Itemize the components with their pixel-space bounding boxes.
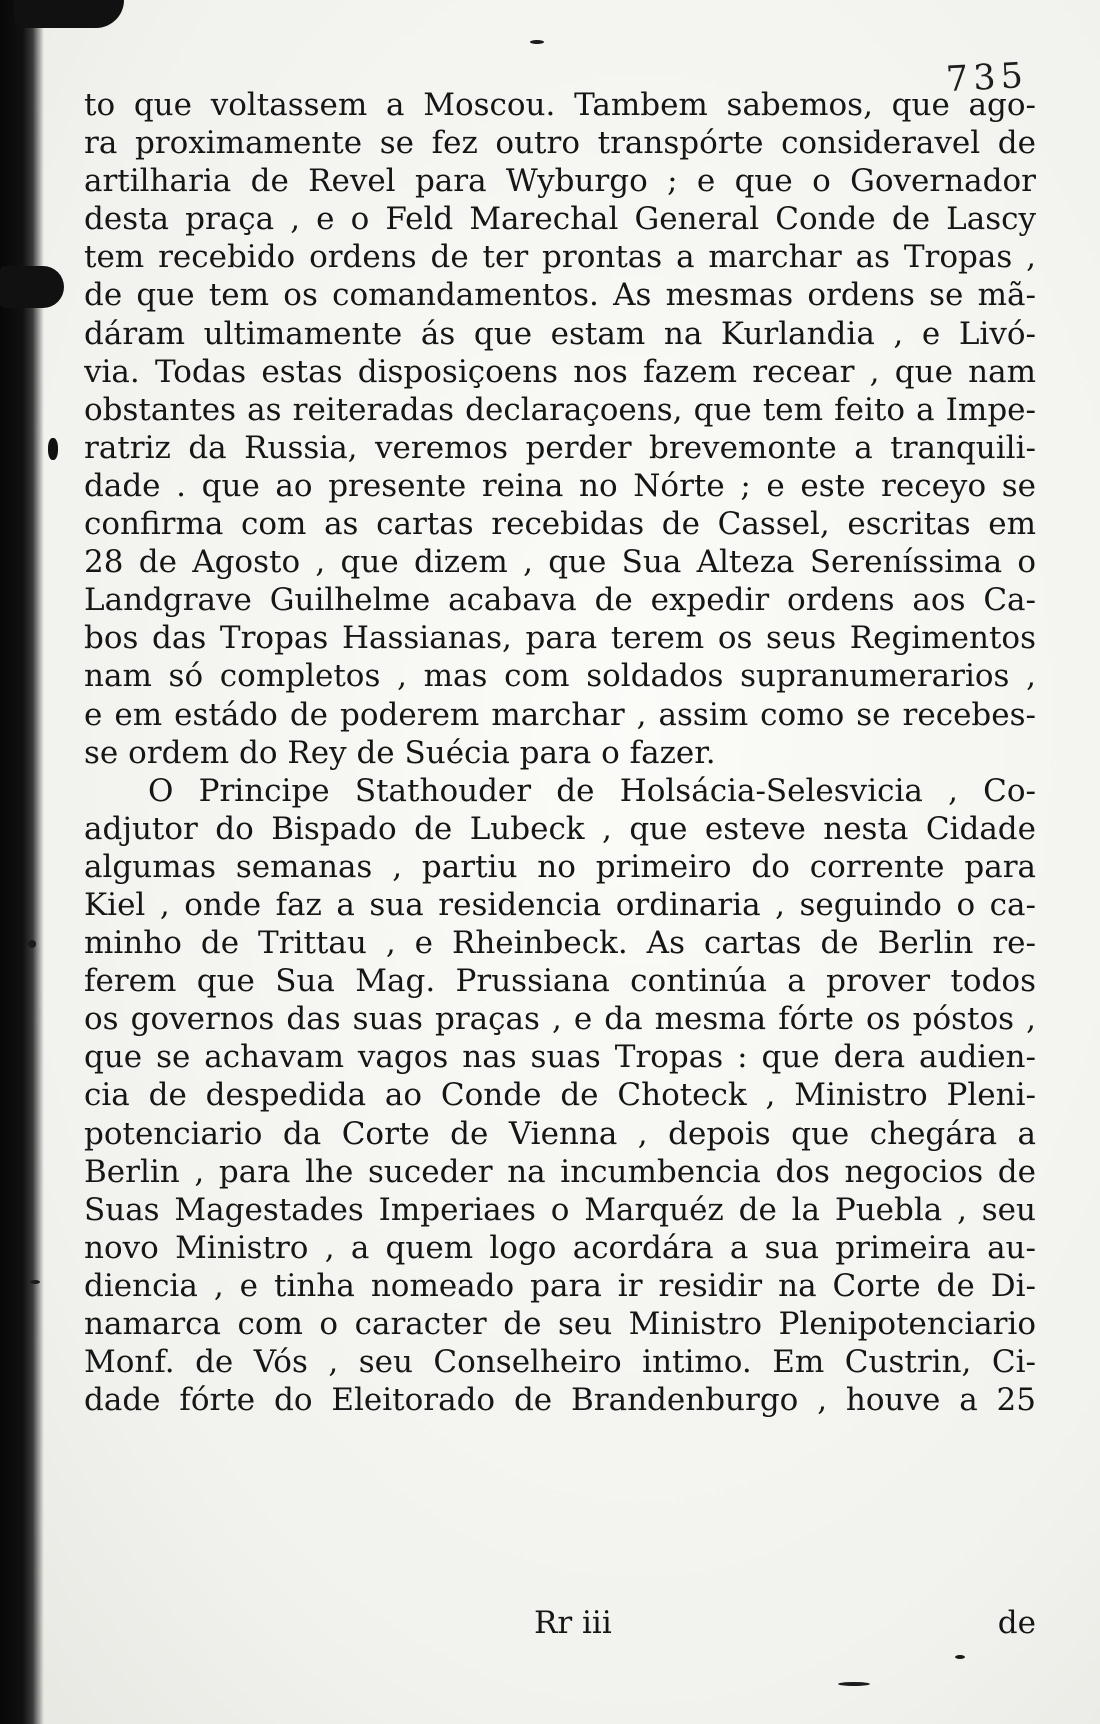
ink-speck bbox=[28, 940, 36, 948]
text-line: bos das Tropas Hassianas, para terem os seus Regimentos bbox=[84, 620, 1036, 657]
text-line: via. Todas estas disposiçoens nos fazem recear , que nam bbox=[84, 353, 1036, 390]
ink-speck bbox=[30, 1280, 40, 1284]
body-text bbox=[84, 86, 1036, 1419]
ink-speck bbox=[838, 1682, 870, 1686]
text-line: minho de Trittau , e Rheinbeck. As cartas de Berlin re- bbox=[84, 925, 1036, 962]
text-line: artilharia de Revel para Wyburgo ; e que o Governador bbox=[84, 163, 1036, 200]
text-line: novo Ministro , a quem logo acordára a sua primeira au- bbox=[84, 1229, 1036, 1266]
ink-blot bbox=[48, 438, 58, 460]
text-line: diencia , e tinha nomeado para ir residir na Corte de Di- bbox=[84, 1267, 1036, 1304]
text-line: 28 de Agosto , que dizem , que Sua Alteza Sereníssima o bbox=[84, 544, 1036, 581]
ink-blot bbox=[0, 266, 64, 308]
ink-blot bbox=[14, 0, 124, 28]
text-line: cia de despedida ao Conde de Choteck , Ministro Pleni- bbox=[84, 1077, 1036, 1114]
text-line: Monf. de Vós , seu Conselheiro intimo. Em Custrin, Ci- bbox=[84, 1344, 1036, 1381]
ink-speck bbox=[530, 40, 544, 44]
text-line: adjutor do Bispado de Lubeck , que esteve nesta Cidade bbox=[84, 810, 1036, 847]
text-line: de que tem os comandamentos. As mesmas ordens se mã- bbox=[84, 277, 1036, 314]
text-line: O Principe Stathouder de Holsácia-Selesvicia , Co- bbox=[148, 772, 1036, 809]
binding-gutter bbox=[0, 0, 44, 1724]
text-line: confirma com as cartas recebidas de Cassel, escritas em bbox=[84, 506, 1036, 543]
page-footer bbox=[84, 1605, 1036, 1647]
page-number: 735 bbox=[945, 55, 1029, 101]
text-line: e em estádo de poderem marchar , assim como se recebes- bbox=[84, 696, 1036, 733]
text-line: to que voltassem a Moscou. Tambem sabemos, que ago- bbox=[84, 87, 1036, 123]
text-line: Suas Magestades Imperiaes o Marquéz de la Puebla , seu bbox=[84, 1191, 1036, 1228]
text-line: que se achavam vagos nas suas Tropas : que dera audien- bbox=[84, 1039, 1036, 1076]
catchword: de bbox=[997, 1605, 1036, 1641]
text-line: potenciario da Corte de Vienna , depois que chegára a bbox=[84, 1115, 1036, 1152]
text-line: dade fórte do Eleitorado de Brandenburgo , houve a 25 bbox=[84, 1382, 1036, 1419]
text-line: nam só completos , mas com soldados supranumerarios , bbox=[84, 658, 1036, 695]
text-line: os governos das suas praças , e da mesma fórte os póstos , bbox=[84, 1001, 1036, 1038]
text-line: ra proximamente se fez outro transpórte consideravel de bbox=[84, 125, 1036, 162]
text-line: desta praça , e o Feld Marechal General Conde de Lascy bbox=[84, 201, 1036, 238]
text-line: Landgrave Guilhelme acabava de expedir ordens aos Ca- bbox=[84, 582, 1036, 619]
text-line: ferem que Sua Mag. Prussiana continúa a prover todos bbox=[84, 963, 1036, 1000]
text-line: tem recebido ordens de ter prontas a marchar as Tropas , bbox=[84, 239, 1036, 276]
text-line: dáram ultimamente ás que estam na Kurlandia , e Livó- bbox=[84, 315, 1036, 352]
text-line: Kiel , onde faz a sua residencia ordinaria , seguindo o ca- bbox=[84, 886, 1036, 923]
ink-speck bbox=[955, 1655, 965, 1659]
text-line: se ordem do Rey de Suécia para o fazer. bbox=[84, 734, 716, 771]
text-line: algumas semanas , partiu no primeiro do corrente para bbox=[84, 848, 1036, 885]
text-line: Berlin , para lhe suceder na incumbencia dos negocios de bbox=[84, 1153, 1036, 1190]
text-line: namarca com o caracter de seu Ministro Plenipotenciario bbox=[84, 1306, 1036, 1342]
signature-mark: Rr iii bbox=[534, 1605, 612, 1641]
text-line: dade . que ao presente reina no Nórte ; e este receyo se bbox=[84, 467, 1036, 504]
text-line: ratriz da Russia, veremos perder brevemonte a tranquili- bbox=[84, 429, 1036, 466]
text-line: obstantes as reiteradas declaraçoens, que tem feito a Impe- bbox=[84, 391, 1036, 428]
